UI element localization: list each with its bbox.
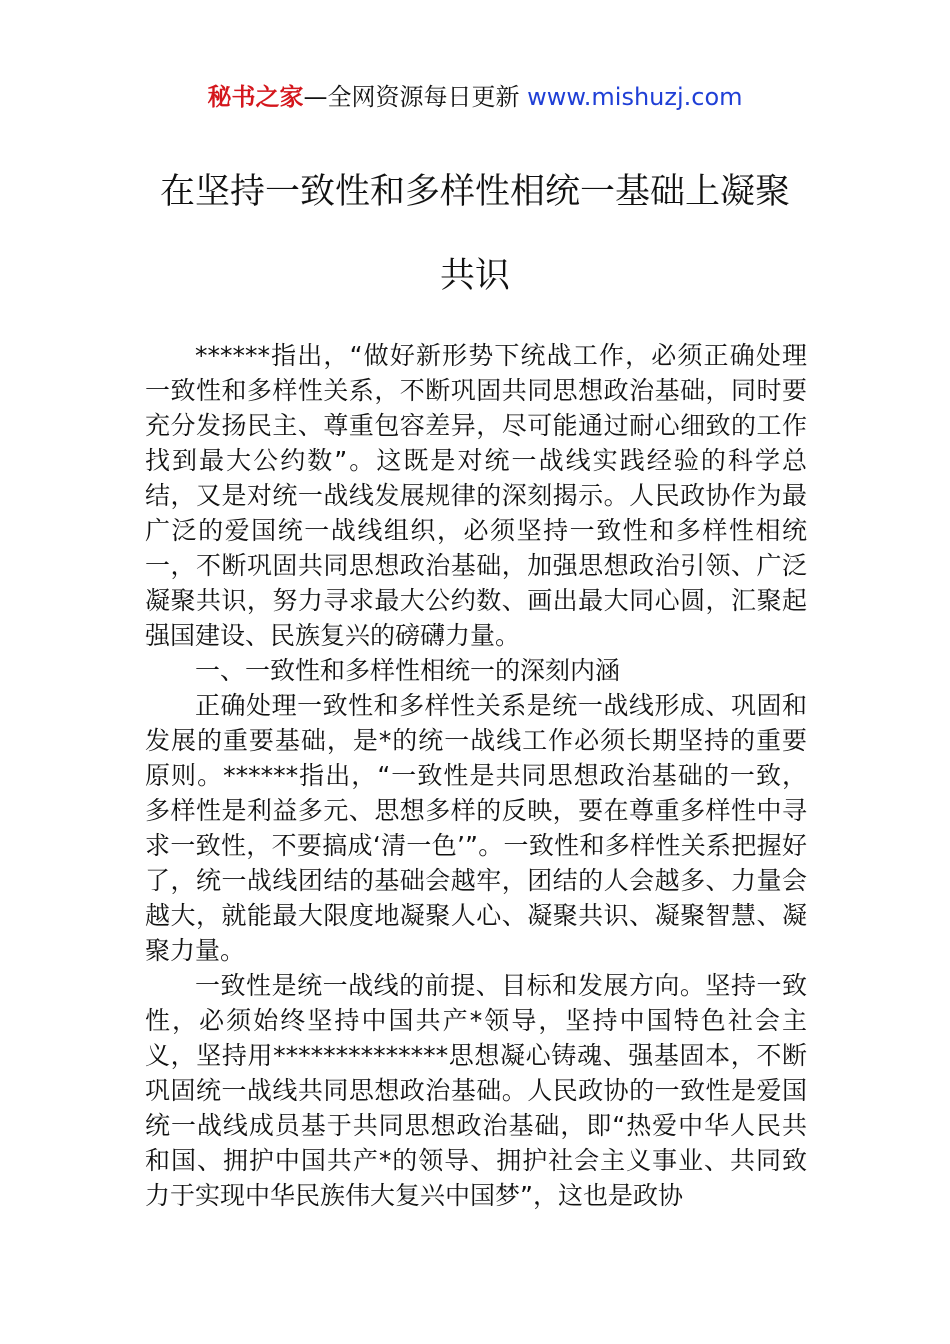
- body-paragraph: 正确处理一致性和多样性关系是统一战线形成、巩固和发展的重要基础，是*的统一战线工作必须长期坚持的重要原则。******指出，“一致性是共同思想政治基础的一致，多样性是利益多元、思想多样的反映，要在尊重多样性中寻求一致性，不要搞成‘清一色’”。一致性和多样性关系把握好了，统一战线团结的基础会越牢，团结的人会越多、力量会越大，就能最大限度地凝聚人心、凝聚共识、凝聚智慧、凝聚力量。: [145, 691, 807, 965]
- site-tagline: —全网资源每日更新: [303, 83, 528, 111]
- document-body: [145, 338, 807, 1213]
- body-paragraph: ******指出，“做好新形势下统战工作，必须正确处理一致性和多样性关系，不断巩固共同思想政治基础，同时要充分发扬民主、尊重包容差异，尽可能通过耐心细致的工作找到最大公约数”。这既是对统一战线实践经验的科学总结，又是对统一战线发展规律的深刻揭示。人民政协作为最广泛的爱国统一战线组织，必须坚持一致性和多样性相统一，不断巩固共同思想政治基础，加强思想政治引领、广泛凝聚共识，努力寻求最大公约数、画出最大同心圆，汇聚起强国建设、民族复兴的磅礴力量。: [145, 341, 807, 650]
- site-url-link[interactable]: www.mishuzj.com: [527, 83, 743, 111]
- document-title: 在坚持一致性和多样性相统一基础上凝聚共识: [159, 172, 790, 296]
- section-heading: 一、一致性和多样性相统一的深刻内涵: [195, 656, 621, 685]
- site-brand: 秘书之家: [207, 83, 304, 111]
- body-paragraph: 一致性是统一战线的前提、目标和发展方向。坚持一致性，必须始终坚持中国共产*领导，坚持中国特色社会主义，坚持用**************思想凝心铸魂、强基固本，不断巩固统一战线共同思想政治基础。人民政协的一致性是爱国统一战线成员基于共同思想政治基础，即“热爱中华人民共和国、拥护中国共产*的领导、拥护社会主义事业、共同致力于实现中华民族伟大复兴中国梦”，这也是政协: [145, 971, 807, 1210]
- site-header: [0, 80, 950, 114]
